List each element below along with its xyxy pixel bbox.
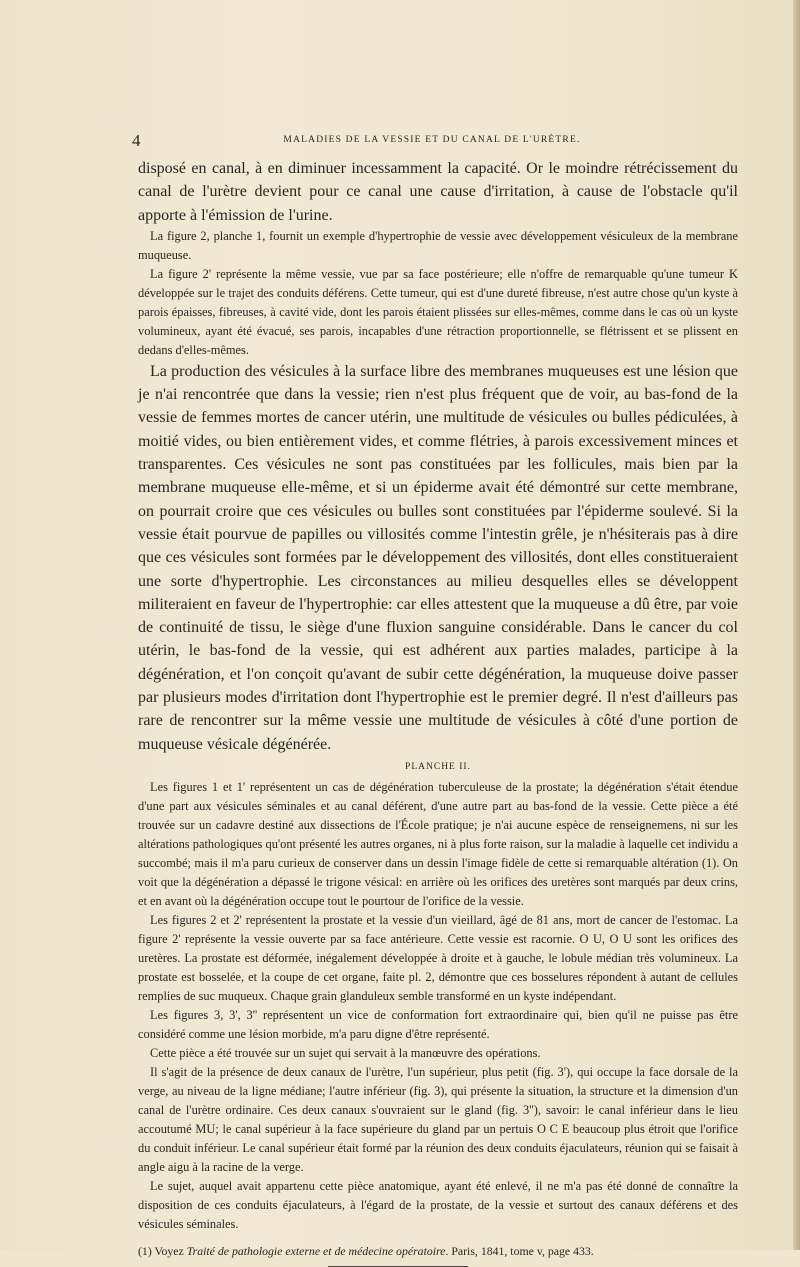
paragraph-specimen-origin: Cette pièce a été trouvée sur un sujet qui servait à la manœuvre des opérations. (150, 1045, 541, 1060)
page-edge (793, 0, 800, 1250)
paragraph-double-urethra: Il s'agit de la présence de deux canaux de l'urètre, l'un supérieur, plus petit (fig. 3'), qui occupe la face dorsale de la verge, au niveau de la ligne médiane; l'autre inférieur (fig. 3), qui présente la situation, la structure et la dimension d'un canal de l'urètre ordinaire. Ces deux canaux s'ouvraient sur le gland (fig. 3''), savoir: le canal inférieur dans le lieu accoutumé MU; le canal supérieur à la face supérieure du gland par un pertuis O C E beaucoup plus étroit que l'orifice du conduit inférieur. Le canal supérieur était formé par la réunion des deux conduits éjaculateurs, réunion qui se faisait à angle aigu à la racine de la verge. (138, 1064, 738, 1174)
paragraph-plate2-figures-3: Les figures 3, 3', 3'' représentent un vice de conformation fort extraordinaire qui, bien qu'il ne puisse pas être considéré comme une lésion morbide, m'a paru digne d'être représenté. (138, 1007, 738, 1041)
paragraph-plate2-figures-2: Les figures 2 et 2' représentent la prostate et la vessie d'un vieillard, âgé de 81 ans, mort de cancer de l'estomac. La figure 2' représente la vessie ouverte par sa face antérieure. Cette vessie est racornie. O U, O U sont les orifices des uretères. La prostate est déformée, inégalement développée à droite et à gauche, le lobule médian très volumineux. La prostate est bosselée, et la coupe de cet organe, faite pl. 2, démontre que ces bosselures répondent à autant de cellules remplies de suc muqueux. Chaque grain glanduleux semble transformé en un kyste indépendant. (138, 912, 738, 1003)
page-header (132, 131, 692, 151)
footnote (138, 1242, 738, 1260)
paragraph-figure-2: La figure 2, planche 1, fournit un exemple d'hypertrophie de vessie avec développement vésiculeux de la membrane muqueuse. (138, 228, 738, 262)
footnote-title: Traité de pathologie externe et de médecine opératoire (186, 1243, 446, 1258)
running-head: MALADIES DE LA VESSIE ET DU CANAL DE L'URÈTRE. (283, 135, 581, 145)
page-number: 4 (132, 131, 141, 150)
footnote-suffix: . Paris, 1841, tome v, page 433. (445, 1243, 594, 1258)
plate-heading: PLANCHE II. (405, 761, 471, 772)
paragraph-figure-2-prime: La figure 2' représente la même vessie, vue par sa face postérieure; elle n'offre de remarquable qu'une tumeur K développée sur le trajet des conduits déférens. Cette tumeur, qui est d'une dureté fibreuse, n'est autre chose qu'un kyste à parois épaisses, fibreuses, à cavité vide, dont les parois étaient plissées sur elles-mêmes, comme dans le cas où un kyste volumineux, ayant été évacué, ses parois, incapables d'une rétraction proportionnelle, se flétrissent et se plissent en dedans d'elles-mêmes. (138, 266, 738, 357)
page-body (138, 157, 738, 1267)
footnote-prefix: (1) Voyez (138, 1243, 187, 1258)
paragraph-subject: Le sujet, auquel avait appartenu cette pièce anatomique, ayant été enlevé, il ne m'a pas été donné de connaître la disposition de ces conduits éjaculateurs, à l'égard de la prostate, de la vessie et surtout des canaux déférens et des vésicules séminales. (138, 1178, 738, 1231)
paragraph-vesicles: La production des vésicules à la surface libre des membranes muqueuses est une lésion que je n'ai rencontrée que dans la vessie; rien n'est plus fréquent que de voir, au bas-fond de la vessie de femmes mortes de cancer utérin, une multitude de vésicules ou bulles pédiculées, à moitié vides, ou bien entièrement vides, et comme flétries, à parois excessivement minces et transparentes. Ces vésicules ne sont pas constituées par les follicules, mais bien par la membrane muqueuse elle-même, et si un épiderme avait été démontré sur cette membrane, on pourrait croire que ces vésicules ou bulles sont constituées par l'épiderme soulevé. Si la vessie était pourvue de papilles ou villosités comme l'intestin grêle, je n'hésiterais pas à dire que ces vésicules sont formées par le développement des villosités, dont elles constitueraient une sorte d'hypertrophie. Les circonstances au milieu desquelles elles se développent militeraient en faveur de l'hypertrophie: car elles attestent que la muqueuse a dû être, par voie de continuité de tissu, le siège d'une fluxion sanguine considérable. Dans le cancer du col utérin, le bas-fond de la vessie, qui est adhérent aux parties malades, participe à la dégénération, et l'on conçoit qu'avant de subir cette dégénération, la muqueuse doive passer par plusieurs modes d'irritation dont l'hypertrophie est le premier degré. Il n'est d'ailleurs pas rare de rencontrer sur la même vessie une multitude de vésicules à côté d'une portion de muqueuse vésicale dégénérée. (138, 362, 738, 753)
paragraph-plate2-figures-1: Les figures 1 et 1' représentent un cas de dégénération tuberculeuse de la prostate; la dégénération s'était étendue d'une part aux vésicules séminales et au canal déférent, d'une autre part au bas-fond de la vessie. Cette pièce a été trouvée sur un cadavre destiné aux dissections de l'École pratique; je n'ai aucune espèce de renseignemens, ni sur les altérations pathologiques qu'ont présenté les autres organes, ni à plus forte raison, sur la maladie à laquelle cet individu a succombé; mais il m'a paru curieux de conserver dans un dessin l'image fidèle de cette si remarquable altération (1). On voit que la dégénération a dépassé le trigone vésical: en arrière où les orifices des uretères sont marqués par deux crins, et en avant où la dégénération occupe tout le pourtour de l'orifice de la vessie. (138, 779, 738, 908)
paragraph-continuation: disposé en canal, à en diminuer incessamment la capacité. Or le moindre rétrécissement du canal de l'urètre devient pour ce canal une cause d'irritation, à cause de l'obstacle qu'il apporte à l'émission de l'urine. (138, 160, 738, 224)
